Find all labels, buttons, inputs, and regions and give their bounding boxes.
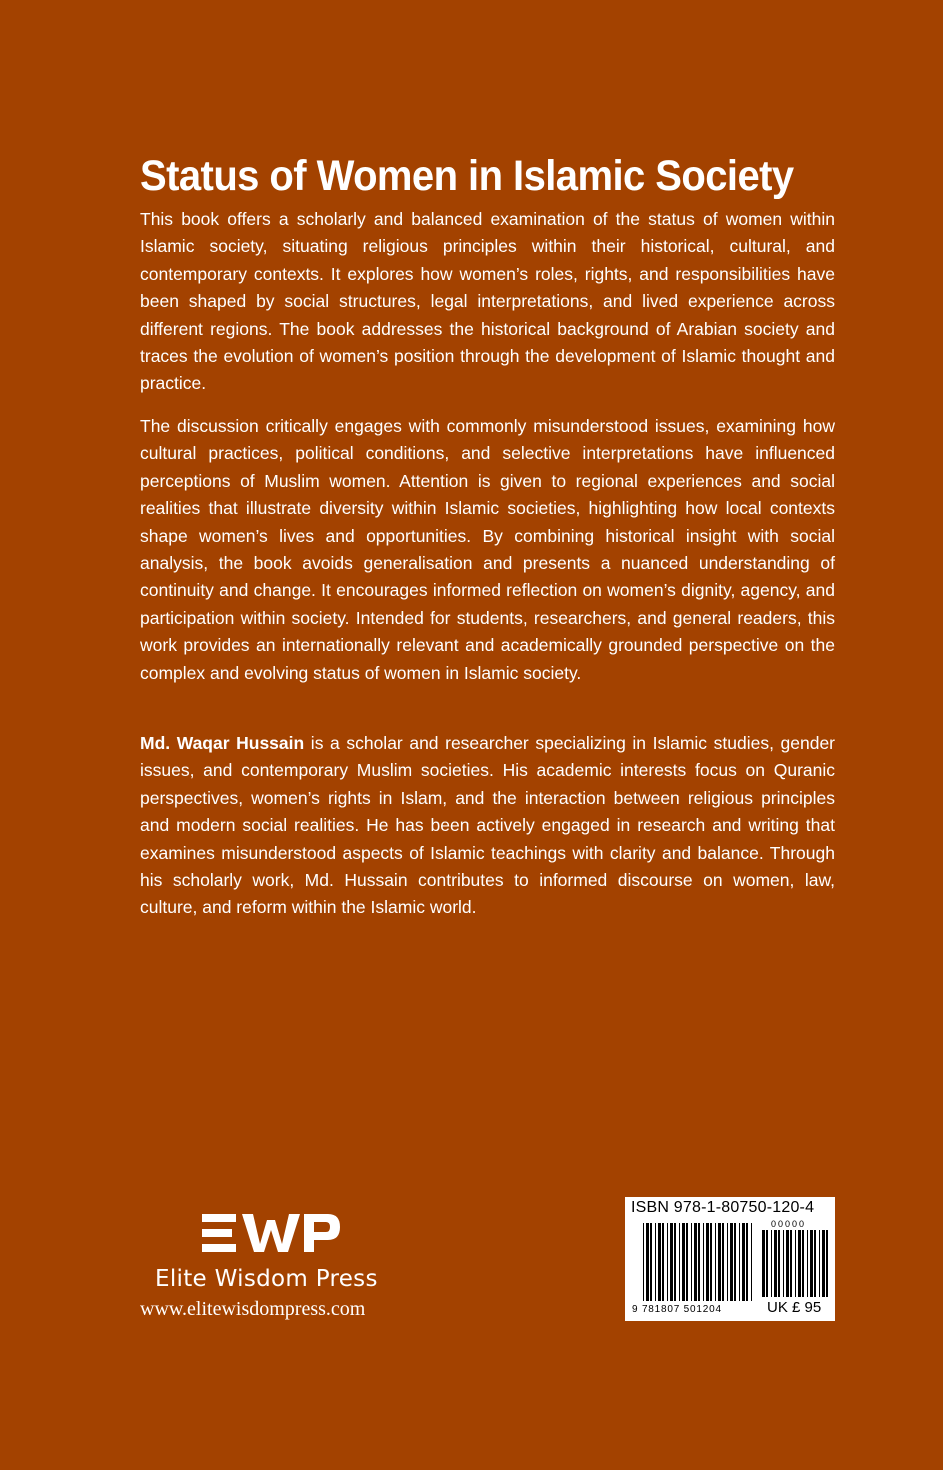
book-title: Status of Women in Islamic Society [140,152,794,200]
author-bio-body: is a scholar and researcher specializing in Islamic studies, gender issues, and contemporary Muslim societies. His academic interests focus on Quranic perspectives, women’s rights in Islam, and the interaction between religious principles and modern social realities. He has been actively engaged in research and writing that examines misunderstood aspects of Islamic teachings with clarity and balance. Through his scholarly work, Md. Hussain contributes to informed discourse on women, law, culture, and reform within the Islamic world. [140,733,836,918]
description-paragraph-2 [140,413,835,687]
author-name: Md. Waqar Hussain [140,733,305,753]
description-text-2: The discussion critically engages with commonly misunderstood issues, examining how cultural practices, political conditions, and selective interpretations have influenced perceptions of Muslim women. Attention is given to regional experiences and social realities that illustrate diversity within Islamic societies, highlighting how local contexts shape women’s lives and opportunities. By combining historical insight with social analysis, the book avoids generalisation and presents a nuanced understanding of continuity and change. It encourages informed reflection on women’s dignity, agency, and participation within society. Intended for students, researchers, and general readers, this work provides an internationally relevant and academically grounded perspective on the complex and evolving status of women in Islamic society. [140,416,835,683]
publisher-name: Elite Wisdom Press [155,1266,378,1292]
publisher-website: www.elitewisdompress.com [140,1298,366,1320]
description-text-1: This book offers a scholarly and balanced examination of the status of women within Islamic society, situating religious principles within their historical, cultural, and contemporary contexts. It explores how women’s roles, rights, and responsibilities have been shaped by social structures, legal interpretations, and lived experience across different regions. The book addresses the historical background of Arabian society and traces the evolution of women’s position through the development of Islamic thought and practice. [140,209,835,394]
ewp-logo-icon [202,1210,342,1258]
publisher-logo [140,1210,410,1258]
barcode-digits: 9 781807 501204 [632,1304,722,1315]
barcode-addon-digits: 00000 [771,1219,807,1229]
isbn-label: ISBN 978-1-80750-120-4 [631,1199,815,1216]
description-paragraph-1 [140,206,835,398]
author-bio [140,730,835,922]
isbn-barcode [625,1197,835,1321]
price-label: UK £ 95 [767,1299,822,1316]
author-bio-text [140,730,835,922]
